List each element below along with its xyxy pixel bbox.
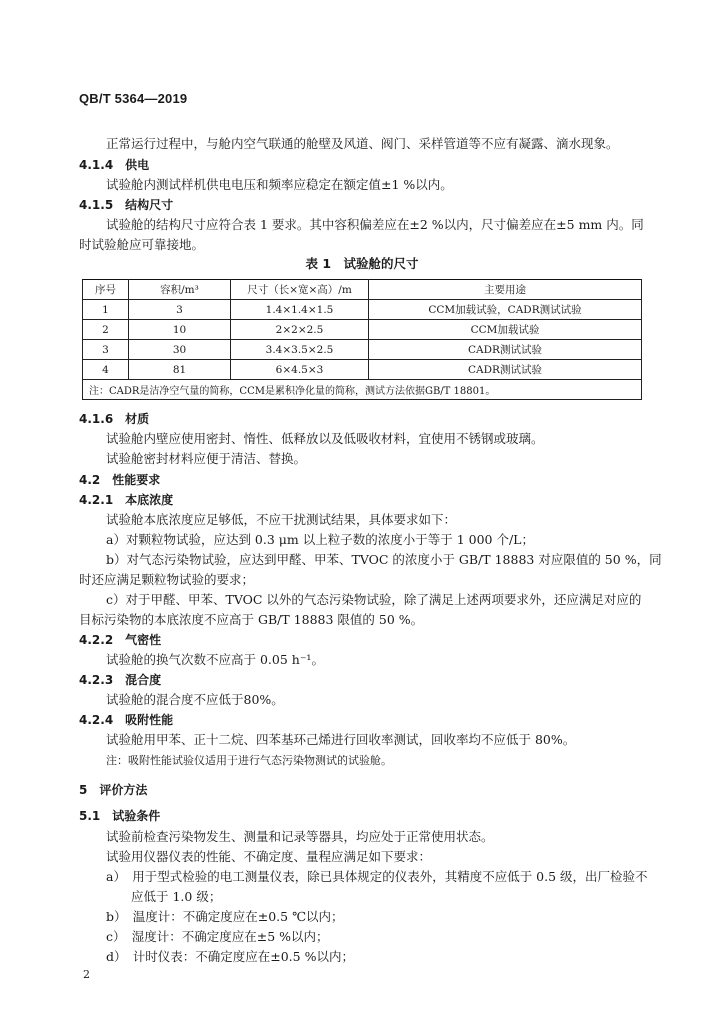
cell-usage: CCM加载试验，CADR测试试验 (369, 300, 642, 320)
paragraph-material-1: 试验舱内壁应使用密封、惰性、低释放以及低吸收材料，宜使用不锈钢或玻璃。 (106, 431, 544, 446)
cell-size: 3.4×3.5×2.5 (231, 340, 369, 360)
cell-index: 1 (83, 300, 129, 320)
list-item-c-cont: 目标污染物的本底浓度不应高于 GB/T 18883 限值的 50 %。 (79, 612, 424, 627)
paragraph-background-intro: 试验舱本底浓度应足够低，不应干扰测试结果，具体要求如下： (106, 512, 457, 527)
cell-volume: 10 (129, 320, 231, 340)
cell-index: 2 (83, 320, 129, 340)
table-caption: 表 1 试验舱的尺寸 (305, 256, 419, 271)
paragraph-structure-1: 试验舱的结构尺寸应符合表 1 要求。其中容积偏差应在±2 %以内，尺寸偏差应在±5 mm 内。同 (106, 217, 644, 232)
paragraph-condensation: 正常运行过程中，与舱内空气联通的舱壁及风道、阀门、采样管道等不应有凝露、滴水现象。 (106, 136, 619, 151)
heading-4-2-2: 4.2.2 气密性 (79, 633, 162, 647)
table-row (83, 340, 642, 360)
cell-size: 6×4.5×3 (231, 360, 369, 380)
page-number: 2 (83, 968, 90, 981)
cell-volume: 30 (129, 340, 231, 360)
table-row (83, 360, 642, 380)
table-row (83, 300, 642, 320)
cell-usage: CADR测试试验 (369, 340, 642, 360)
paragraph-adsorption: 试验舱用甲苯、正十二烷、四苯基环己烯进行回收率测试，回收率均不应低于 80%。 (106, 732, 576, 747)
heading-4-2: 4.2 性能要求 (79, 473, 161, 487)
requirement-c: c） 湿度计：不确定度应在±5 %以内； (106, 929, 329, 944)
list-item-c: c）对于甲醛、甲苯、TVOC 以外的气态污染物试验，除了满足上述两项要求外，还应满足对应的 (106, 592, 642, 607)
table-note-row (83, 380, 642, 400)
requirement-a-cont: 应低于 1.0 级； (131, 889, 222, 904)
cell-size: 2×2×2.5 (231, 320, 369, 340)
cell-index: 3 (83, 340, 129, 360)
paragraph-power-supply: 试验舱内测试样机供电电压和频率应稳定在额定值±1 %以内。 (106, 177, 453, 192)
cell-usage: CCM加载试验 (369, 320, 642, 340)
list-item-a: a）对颗粒物试验，应达到 0.3 μm 以上粒子数的浓度小于等于 1 000 个/L； (106, 532, 534, 547)
heading-4-2-4: 4.2.4 吸附性能 (79, 713, 174, 727)
requirement-b: b） 温度计：不确定度应在±0.5 ℃以内； (106, 909, 344, 924)
cell-index: 4 (83, 360, 129, 380)
paragraph-test-conditions-1: 试验前检查污染物发生、测量和记录等器具，均应处于正常使用状态。 (106, 829, 494, 844)
col-header-index: 序号 (83, 280, 129, 300)
heading-4-1-5: 4.1.5 结构尺寸 (79, 198, 174, 212)
adsorption-note: 注：吸附性能试验仪适用于进行气态污染物测试的试验舱。 (106, 754, 392, 767)
table-row (83, 320, 642, 340)
list-item-b: b）对气态污染物试验，应达到甲醛、甲苯、TVOC 的浓度小于 GB/T 18883 对应限值的 50 %，同 (106, 552, 662, 567)
table-note: 注：CADR是洁净空气量的简称，CCM是累积净化量的简称，测试方法依据GB/T 18801。 (83, 380, 642, 400)
cell-size: 1.4×1.4×1.5 (231, 300, 369, 320)
cell-usage: CADR测试试验 (369, 360, 642, 380)
list-item-b-cont: 时还应满足颗粒物试验的要求； (79, 572, 255, 587)
heading-4-2-1: 4.2.1 本底浓度 (79, 493, 174, 507)
heading-4-2-3: 4.2.3 混合度 (79, 673, 162, 687)
table-header-row (83, 280, 642, 300)
chamber-size-table (82, 279, 642, 400)
heading-5-1: 5.1 试验条件 (79, 809, 161, 823)
standard-number: QB/T 5364—2019 (79, 91, 188, 106)
heading-4-1-6: 4.1.6 材质 (79, 412, 150, 426)
paragraph-mixing: 试验舱的混合度不应低于80%。 (106, 692, 284, 707)
cell-volume: 81 (129, 360, 231, 380)
requirement-a: a） 用于型式检验的电工测量仪表，除已具体规定的仪表外，其精度不应低于 0.5 级，出厂检验不 (106, 869, 648, 884)
col-header-volume: 容积/m³ (129, 280, 231, 300)
col-header-usage: 主要用途 (369, 280, 642, 300)
paragraph-test-conditions-2: 试验用仪器仪表的性能、不确定度、量程应满足如下要求： (106, 849, 432, 864)
cell-volume: 3 (129, 300, 231, 320)
paragraph-structure-2: 时试验舱应可靠接地。 (79, 237, 205, 252)
paragraph-airtightness: 试验舱的换气次数不应高于 0.05 h⁻¹。 (106, 652, 324, 667)
col-header-size: 尺寸（长×宽×高）/m (231, 280, 369, 300)
paragraph-material-2: 试验舱密封材料应便于清洁、替换。 (106, 451, 307, 466)
heading-4-1-4: 4.1.4 供电 (79, 158, 150, 172)
requirement-d: d） 计时仪表：不确定度应在±0.5 %以内； (106, 949, 354, 964)
heading-5: 5 评价方法 (79, 783, 148, 797)
